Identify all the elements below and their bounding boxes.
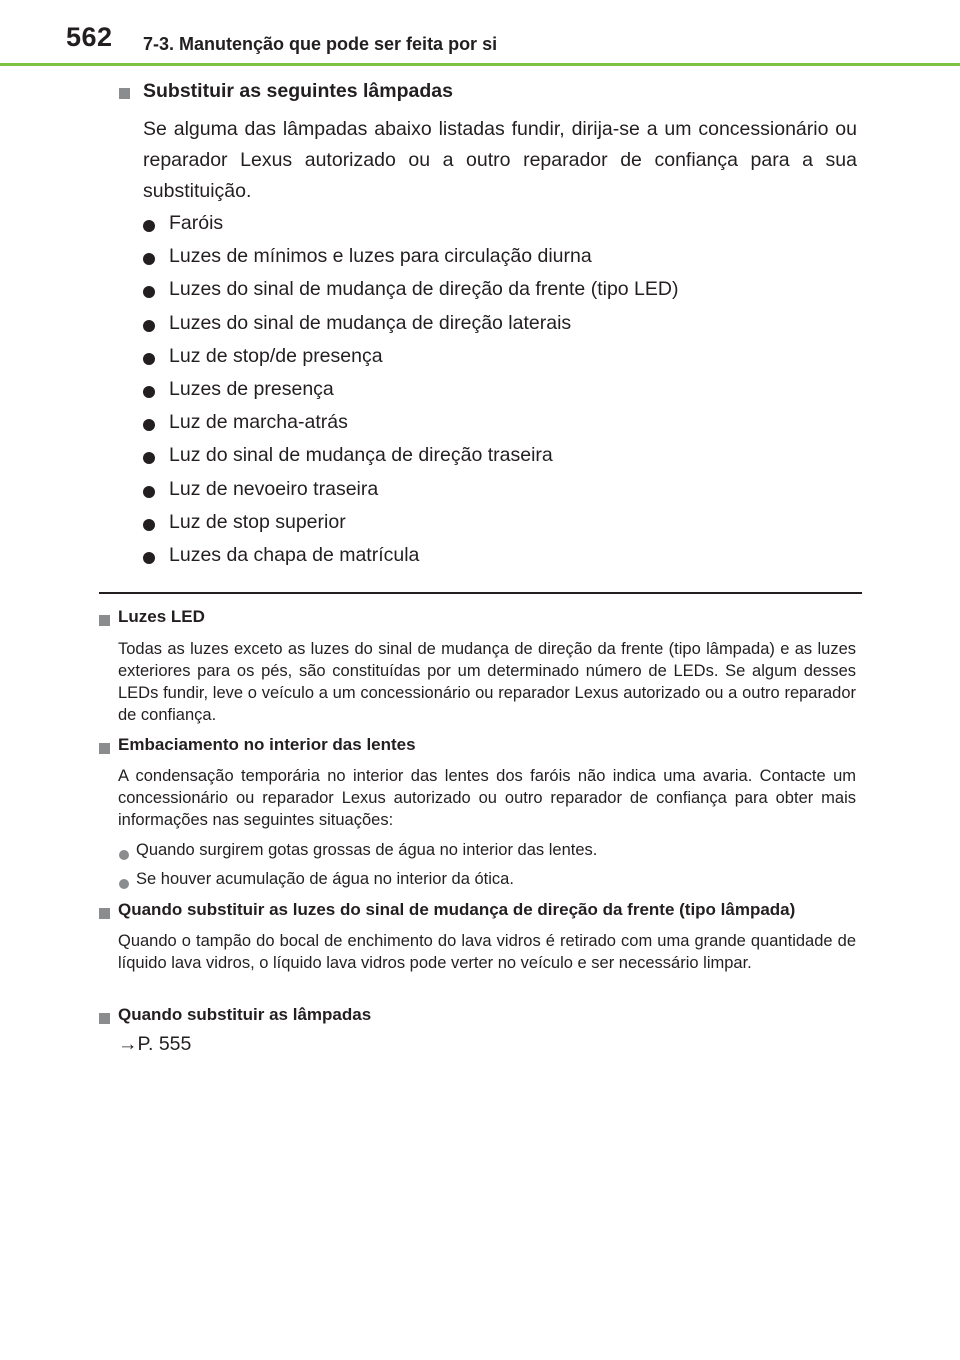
- list-item: Se houver acumulação de água no interior da ótica.: [136, 870, 514, 888]
- note-heading-replace: Quando substituir as lâmpadas: [118, 1005, 372, 1024]
- note-marker: [99, 741, 110, 759]
- note-heading-fogging: Embaciamento no interior das lentes: [118, 735, 416, 754]
- main-heading-marker: [119, 86, 130, 104]
- bullet-dot-icon: [143, 451, 155, 469]
- bullet-dot-icon: [119, 876, 129, 894]
- bullet-dot-icon: [119, 847, 129, 865]
- bullet-dot-icon: [143, 518, 155, 536]
- list-item: Luz de stop superior: [169, 511, 346, 533]
- list-item: Luzes da chapa de matrícula: [169, 544, 420, 566]
- header-rule: [0, 63, 960, 66]
- square-bullet-icon: [99, 615, 110, 626]
- list-item: Luzes do sinal de mudança de direção laterais: [169, 312, 572, 334]
- note-marker: [99, 613, 110, 631]
- page-number: 562: [66, 22, 113, 52]
- page-header: [0, 0, 960, 70]
- note-heading-turn-signal: Quando substituir as luzes do sinal de mudança de direção da frente (tipo lâmpada): [118, 900, 796, 919]
- square-bullet-icon: [99, 908, 110, 919]
- bullet-dot-icon: [143, 385, 155, 403]
- bullet-dot-icon: [143, 485, 155, 503]
- main-paragraph: Se alguma das lâmpadas abaixo listadas fundir, dirija-se a um concessionário ou reparador Lexus autorizado ou a outro reparador de confiança para a sua substituição.: [143, 118, 857, 202]
- bullet-dot-icon: [143, 252, 155, 270]
- list-item: Luz do sinal de mudança de direção traseira: [169, 444, 553, 466]
- note-heading-led: Luzes LED: [118, 607, 205, 626]
- note-marker: [99, 906, 110, 924]
- note-marker: [99, 1011, 110, 1029]
- page-reference-link[interactable]: →P. 555: [118, 1033, 192, 1055]
- bullet-dot-icon: [143, 319, 155, 337]
- list-item: Luzes do sinal de mudança de direção da frente (tipo LED): [169, 278, 679, 300]
- bullet-dot-icon: [143, 418, 155, 436]
- list-item: Luzes de mínimos e luzes para circulação diurna: [169, 245, 592, 267]
- list-item: Luzes de presença: [169, 378, 334, 400]
- list-item: Luz de marcha-atrás: [169, 411, 348, 433]
- list-item: Luz de nevoeiro traseira: [169, 478, 379, 500]
- bullet-dot-icon: [143, 352, 155, 370]
- note-text-led: Todas as luzes exceto as luzes do sinal de mudança de direção da frente (tipo lâmpada) e as luzes exteriores para os pés, são constituídas por um determinado número de LEDs. Se algum desses LEDs fundir, leve o veículo a um concessionário ou reparador Lexus autorizado ou a outro reparador de confiança.: [118, 640, 856, 724]
- bullet-dot-icon: [143, 551, 155, 569]
- note-text-turn-signal: Quando o tampão do bocal de enchimento do lava vidros é retirado com uma grande quantidade de líquido lava vidros, o líquido lava vidros pode verter no veículo e ser necessário limpar.: [118, 932, 856, 972]
- list-item: Quando surgirem gotas grossas de água no interior das lentes.: [136, 841, 598, 859]
- section-title: 7-3. Manutenção que pode ser feita por si: [143, 34, 498, 54]
- square-bullet-icon: [99, 1013, 110, 1024]
- list-item: Faróis: [169, 212, 224, 234]
- note-text-fogging: A condensação temporária no interior das lentes dos faróis não indica uma avaria. Contacte um concessionário ou reparador Lexus autorizado ou outro reparador de confiança para obter mais informações nas seguintes situações:: [118, 767, 856, 829]
- section-divider: [99, 592, 862, 594]
- bullet-dot-icon: [143, 219, 155, 237]
- list-item: Luz de stop/de presença: [169, 345, 383, 367]
- bullet-dot-icon: [143, 285, 155, 303]
- square-bullet-icon: [99, 743, 110, 754]
- square-bullet-icon: [119, 88, 130, 99]
- main-heading: Substituir as seguintes lâmpadas: [143, 80, 453, 102]
